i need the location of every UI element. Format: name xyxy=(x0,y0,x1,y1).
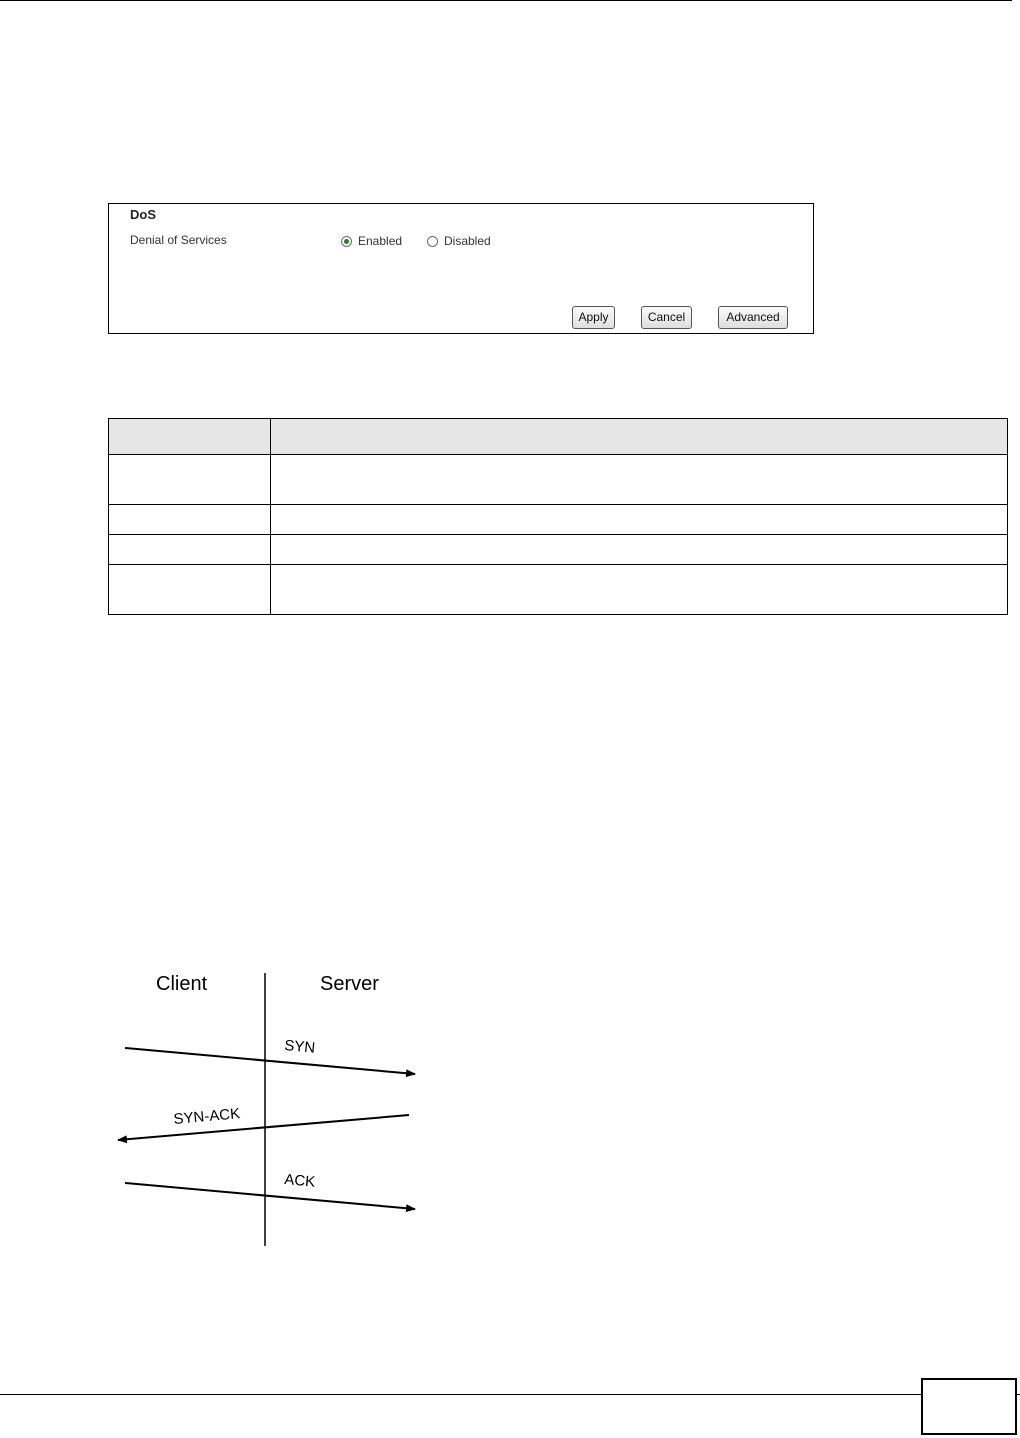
table-row xyxy=(109,505,1008,535)
radio-selected-icon[interactable] xyxy=(341,236,352,247)
table-cell-description xyxy=(271,535,1008,565)
table-cell-label xyxy=(109,505,271,535)
enabled-radio-label: Enabled xyxy=(358,234,403,248)
syn-ack-arrow xyxy=(118,1115,409,1140)
radio-unselected-icon[interactable] xyxy=(427,236,438,247)
client-label: Client xyxy=(156,973,208,995)
table-header-label xyxy=(109,419,271,455)
syn-ack-label: SYN-ACK xyxy=(172,1105,241,1128)
radio-dot-icon xyxy=(344,239,349,244)
ack-arrow xyxy=(125,1183,415,1209)
advanced-button[interactable]: Advanced xyxy=(718,306,788,329)
disabled-radio-label: Disabled xyxy=(444,234,491,248)
footer-rule xyxy=(0,1394,1020,1395)
dos-panel-title: DoS xyxy=(130,207,156,222)
ack-label: ACK xyxy=(283,1171,316,1191)
table-cell-label xyxy=(109,455,271,505)
header-rule xyxy=(0,0,1012,1)
table-header-description xyxy=(271,419,1008,455)
dos-screen-panel xyxy=(108,203,814,334)
table-cell-description xyxy=(271,565,1008,615)
table-cell-description xyxy=(271,455,1008,505)
table-header-row xyxy=(109,419,1008,455)
denial-of-services-label: Denial of Services xyxy=(130,233,227,247)
table-cell-label xyxy=(109,535,271,565)
page-number-box xyxy=(921,1378,1017,1435)
table-row xyxy=(109,535,1008,565)
table-row xyxy=(109,565,1008,615)
syn-label: SYN xyxy=(283,1037,316,1057)
table-cell-label xyxy=(109,565,271,615)
server-label: Server xyxy=(320,973,379,995)
field-description-table xyxy=(108,418,1008,615)
cancel-button[interactable]: Cancel xyxy=(641,306,692,329)
tcp-handshake-diagram xyxy=(100,965,430,1250)
table-row xyxy=(109,455,1008,505)
syn-arrow xyxy=(125,1048,415,1074)
disabled-radio[interactable] xyxy=(427,234,491,248)
table-cell-description xyxy=(271,505,1008,535)
apply-button[interactable]: Apply xyxy=(572,306,615,329)
enabled-radio[interactable] xyxy=(341,234,402,248)
